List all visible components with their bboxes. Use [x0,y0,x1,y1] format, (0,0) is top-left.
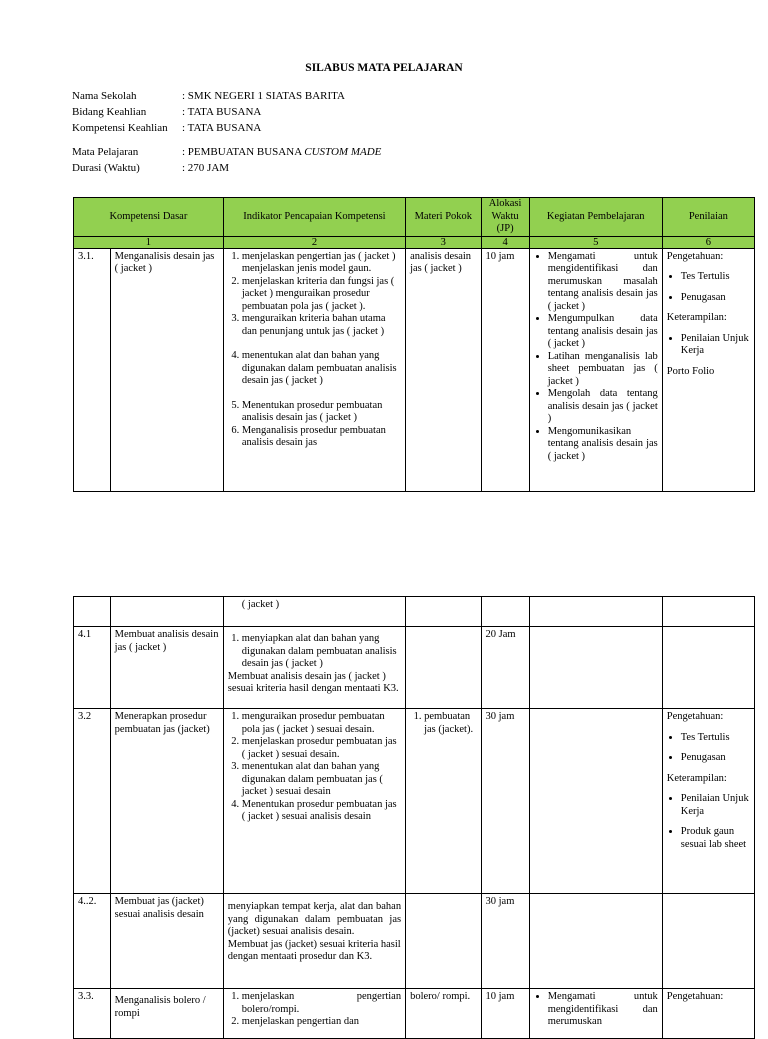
info-row-subject: Mata Pelajaran : PEMBUATAN BUSANA CUSTOM MADE [72,146,382,158]
penilaian-cell: Pengetahuan: [662,989,754,1039]
table-number-row [74,236,755,248]
kd-text: Membuat jas (jacket) sesuai analisis desain [110,894,223,989]
info-row-school: Nama Sekolah : SMK NEGERI 1 SIATAS BARITA [72,90,345,102]
col-number: 3 [406,236,481,248]
kd-number: 3.2 [74,709,111,894]
waktu-text: 30 jam [481,709,529,894]
header-indikator: Indikator Pencapaian Kompetensi [223,198,405,237]
penilaian-cell: Pengetahuan: • Tes Tertulis • Penugasan Keterampilan: • Penilaian Unjuk Kerja • Produk gaun sesuai lab sheet [662,709,754,894]
kegiatan-list: • Mengamati untuk mengidentifikasi dan merumuskan [529,989,662,1039]
waktu-text: 30 jam [481,894,529,989]
kd-number: 3.1. [74,248,111,491]
table-row [74,894,755,989]
indicator-continuation: ( jacket ) [223,597,405,627]
document-title: SILABUS MATA PELAJARAN [305,62,463,74]
kd-number: 3.3. [74,989,111,1039]
syllabus-table-page1 [73,197,755,492]
info-row-competency: Kompetensi Keahlian : TATA BUSANA [72,122,262,134]
table-row [74,248,755,491]
kd-text: Menganalisis bolero / rompi [110,989,223,1039]
col-number: 2 [223,236,405,248]
syllabus-table-page2 [73,596,755,1039]
kd-text: Menganalisis desain jas ( jacket ) [110,248,223,491]
kegiatan-list: • Mengamati untuk mengidentifikasi dan merumuskan masalah tentang analisis desain jas ( jacket ) • Mengumpulkan data tentang analisis desain jas ( jacket ) • Latihan menganalisis lab sheet pembuatan jas ( jacket ) • Mengolah data tentang analisis desain jas ( jacket ) • Mengomunikasikan tentang analisis desain jas ( jacket ) [529,248,662,491]
col-number: 6 [662,236,754,248]
kd-text: Membuat analisis desain jas ( jacket ) [110,627,223,709]
table-header-row [74,198,755,237]
header-materi: Materi Pokok [406,198,481,237]
materi-text: analisis desain jas ( jacket ) [406,248,481,491]
indicator-list: 1. menguraikan prosedur pembuatan pola jas ( jacket ) sesuai desain. 2. menjelaskan prosedur pembuatan jas ( jacket ) sesuai desain. 3. menentukan alat dan bahan yang digunakan dalam pembuatan jas ( jacket ) sesuai desain 4. Menentukan prosedur pembuatan jas ( jacket ) sesuai analisis desain [223,709,405,894]
indicator-list: 1. menjelaskan pengertian jas ( jacket ) menjelaskan jenis model gaun. 2. menjelaskan kriteria dan fungsi jas ( jacket ) menguraikan prosedur pembuatan pola jas ( jacket ). 3. menguraikan kriteria bahan utama dan penunjang untuk jas ( jacket ) 4. menentukan alat dan bahan yang digunakan dalam pembuatan analisis desain jas ( jacket ) 5. Menentukan prosedur pembuatan analisis desain jas ( jacket ) 6. Menganalisis prosedur pembuatan analisis desain jas [223,248,405,491]
table-row [74,627,755,709]
header-kegiatan: Kegiatan Pembelajaran [529,198,662,237]
indicator-list: 1. menjelaskan pengertian bolero/rompi. 2. menjelaskan pengertian dan [223,989,405,1039]
indicator-text: menyiapkan tempat kerja, alat dan bahan yang digunakan dalam pembuatan jas (jacket) sesuai analisis desain. Membuat jas (jacket) sesuai kriteria hasil dengan mentaati prosedur dan K3. [223,894,405,989]
header-kompetensi-dasar: Kompetensi Dasar [74,198,224,237]
info-row-duration: Durasi (Waktu) : 270 JAM [72,162,230,174]
kd-number: 4..2. [74,894,111,989]
table-row [74,989,755,1039]
kd-text: Menerapkan prosedur pembuatan jas (jacket) [110,709,223,894]
header-alokasi: Alokasi Waktu (JP) [481,198,529,237]
document-info [72,88,381,176]
col-number: 4 [481,236,529,248]
waktu-text: 20 Jam [481,627,529,709]
col-number: 5 [529,236,662,248]
materi-text: bolero/ rompi. [406,989,481,1039]
waktu-text: 10 jam [481,248,529,491]
header-penilaian: Penilaian [662,198,754,237]
table-row [74,597,755,627]
info-row-field: Bidang Keahlian : TATA BUSANA [72,106,262,118]
waktu-text: 10 jam [481,989,529,1039]
materi-list: 1. pembuatan jas (jacket). [406,709,481,894]
kd-number: 4.1 [74,627,111,709]
col-number: 1 [74,236,224,248]
table-row [74,709,755,894]
indicator-list: 1. menyiapkan alat dan bahan yang digunakan dalam pembuatan analisis desain jas ( jacket ) Membuat analisis desain jas ( jacket ) sesuai kriteria hasil dengan mentaati K3. [223,627,405,709]
penilaian-cell: Pengetahuan: • Tes Tertulis • Penugasan Keterampilan: • Penilaian Unjuk Kerja Porto Folio [662,248,754,491]
